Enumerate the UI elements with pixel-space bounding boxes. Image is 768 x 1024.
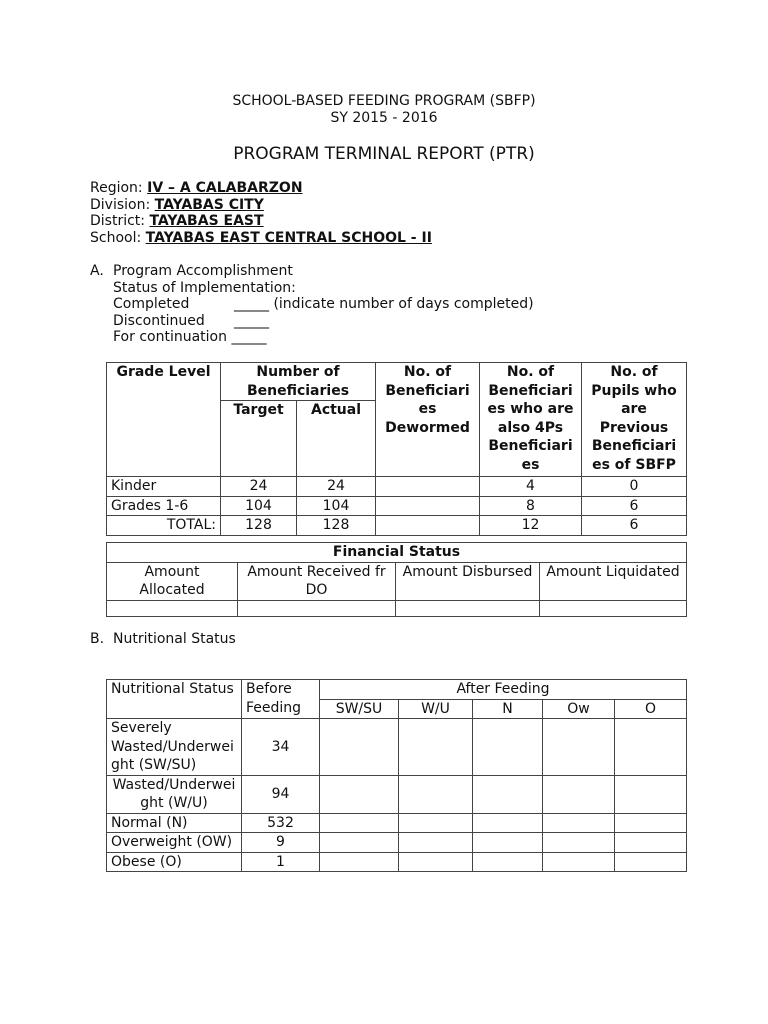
school-label: School: xyxy=(90,230,142,246)
after-cell xyxy=(615,833,687,853)
region-label: Region: xyxy=(90,180,143,196)
after-n-header: N xyxy=(473,699,543,719)
dewormed-header: No. of Beneficiari es Dewormed xyxy=(376,363,480,477)
amount-disbursed-header: Amount Disbursed xyxy=(396,562,540,600)
four-ps-total: 12 xyxy=(480,516,582,536)
target-total: 128 xyxy=(221,516,297,536)
after-cell xyxy=(399,833,473,853)
before-feeding-header: Before Feeding xyxy=(242,680,320,719)
amount-allocated-cell xyxy=(107,600,238,616)
after-cell xyxy=(399,775,473,813)
completed-label: Completed xyxy=(113,296,190,312)
section-b-heading: Nutritional Status xyxy=(113,631,236,647)
number-of-beneficiaries-header: Number of Beneficiaries xyxy=(221,363,376,401)
after-cell xyxy=(615,852,687,872)
after-cell xyxy=(543,833,615,853)
completed-note: (indicate number of days completed) xyxy=(273,296,534,312)
division-line xyxy=(90,197,264,214)
after-o-header: O xyxy=(615,699,687,719)
beneficiaries-table xyxy=(106,362,687,536)
after-cell xyxy=(320,813,399,833)
after-cell xyxy=(615,775,687,813)
after-ow-header: Ow xyxy=(543,699,615,719)
status-cell: Overweight (OW) xyxy=(107,833,242,853)
table-row xyxy=(107,496,687,516)
dewormed-cell xyxy=(376,496,480,516)
district-label: District: xyxy=(90,213,146,229)
amount-allocated-header: Amount Allocated xyxy=(107,562,238,600)
financial-status-title: Financial Status xyxy=(107,543,687,563)
four-ps-header: No. of Beneficiari es who are also 4Ps Beneficiari es xyxy=(480,363,582,477)
after-sw-su-header: SW/SU xyxy=(320,699,399,719)
before-cell: 9 xyxy=(242,833,320,853)
table-row xyxy=(107,600,687,616)
after-cell xyxy=(320,719,399,776)
after-cell xyxy=(320,833,399,853)
actual-total: 128 xyxy=(297,516,376,536)
region-value: IV – A CALABARZON xyxy=(147,180,303,196)
status-cell: Obese (O) xyxy=(107,852,242,872)
after-feeding-header: After Feeding xyxy=(320,680,687,700)
before-cell: 1 xyxy=(242,852,320,872)
after-cell xyxy=(399,719,473,776)
status-cell: Severely Wasted/Underwei ght (SW/SU) xyxy=(107,719,242,776)
previous-total: 6 xyxy=(582,516,687,536)
grade-cell: Grades 1-6 xyxy=(107,496,221,516)
after-cell xyxy=(320,852,399,872)
status-of-implementation-label: Status of Implementation: xyxy=(113,280,296,296)
after-cell xyxy=(399,813,473,833)
amount-received-header: Amount Received fr DO xyxy=(238,562,396,600)
continuation-line xyxy=(113,329,266,345)
discontinued-blank: _____ xyxy=(234,313,269,329)
section-b-marker: B. xyxy=(90,631,105,647)
section-a-marker: A. xyxy=(90,263,104,279)
table-row xyxy=(107,852,687,872)
after-cell xyxy=(320,775,399,813)
continuation-blank: _____ xyxy=(231,329,267,345)
school-value: TAYABAS EAST CENTRAL SCHOOL - II xyxy=(145,230,432,246)
district-value: TAYABAS EAST xyxy=(149,213,264,229)
financial-status-table xyxy=(106,542,687,617)
four-ps-cell: 8 xyxy=(480,496,582,516)
target-cell: 24 xyxy=(221,477,297,497)
table-row xyxy=(107,833,687,853)
school-line xyxy=(90,230,432,247)
completed-blank xyxy=(234,296,534,312)
amount-disbursed-cell xyxy=(396,600,540,616)
status-cell: Wasted/Underwei ght (W/U) xyxy=(107,775,242,813)
previous-beneficiaries-header: No. of Pupils who are Previous Beneficiari es of SBFP xyxy=(582,363,687,477)
program-name: SCHOOL-BASED FEEDING PROGRAM (SBFP) xyxy=(232,93,536,109)
before-cell: 94 xyxy=(242,775,320,813)
nutritional-status-table xyxy=(106,679,687,872)
nutritional-status-header: Nutritional Status xyxy=(107,680,242,719)
after-cell xyxy=(473,719,543,776)
status-cell: Normal (N) xyxy=(107,813,242,833)
completed-blank-line: _____ xyxy=(234,296,269,312)
before-cell: 34 xyxy=(242,719,320,776)
after-cell xyxy=(473,775,543,813)
table-row xyxy=(107,477,687,497)
division-value: TAYABAS CITY xyxy=(154,197,264,213)
page-title: PROGRAM TERMINAL REPORT (PTR) xyxy=(233,144,535,164)
after-cell xyxy=(473,852,543,872)
previous-cell: 6 xyxy=(582,496,687,516)
after-cell xyxy=(543,813,615,833)
four-ps-cell: 4 xyxy=(480,477,582,497)
actual-header: Actual xyxy=(297,401,376,477)
after-cell xyxy=(473,813,543,833)
district-line xyxy=(90,213,264,230)
table-row xyxy=(107,775,687,813)
after-cell xyxy=(473,833,543,853)
before-cell: 532 xyxy=(242,813,320,833)
actual-cell: 104 xyxy=(297,496,376,516)
total-label: TOTAL: xyxy=(107,516,221,536)
dewormed-cell xyxy=(376,477,480,497)
region-line xyxy=(90,180,303,197)
continuation-label: For continuation xyxy=(113,329,227,345)
actual-cell: 24 xyxy=(297,477,376,497)
after-w-u-header: W/U xyxy=(399,699,473,719)
after-cell xyxy=(615,719,687,776)
previous-cell: 0 xyxy=(582,477,687,497)
table-row xyxy=(107,719,687,776)
amount-liquidated-header: Amount Liquidated xyxy=(540,562,687,600)
discontinued-label: Discontinued xyxy=(113,313,205,329)
total-row xyxy=(107,516,687,536)
after-cell xyxy=(543,775,615,813)
target-header: Target xyxy=(221,401,297,477)
section-a-heading: Program Accomplishment xyxy=(113,263,293,279)
division-label: Division: xyxy=(90,197,151,213)
amount-liquidated-cell xyxy=(540,600,687,616)
amount-received-cell xyxy=(238,600,396,616)
dewormed-total xyxy=(376,516,480,536)
after-cell xyxy=(543,719,615,776)
grade-cell: Kinder xyxy=(107,477,221,497)
after-cell xyxy=(399,852,473,872)
after-cell xyxy=(615,813,687,833)
school-year: SY 2015 - 2016 xyxy=(330,110,438,126)
table-row xyxy=(107,813,687,833)
after-cell xyxy=(543,852,615,872)
grade-level-header: Grade Level xyxy=(107,363,221,477)
target-cell: 104 xyxy=(221,496,297,516)
